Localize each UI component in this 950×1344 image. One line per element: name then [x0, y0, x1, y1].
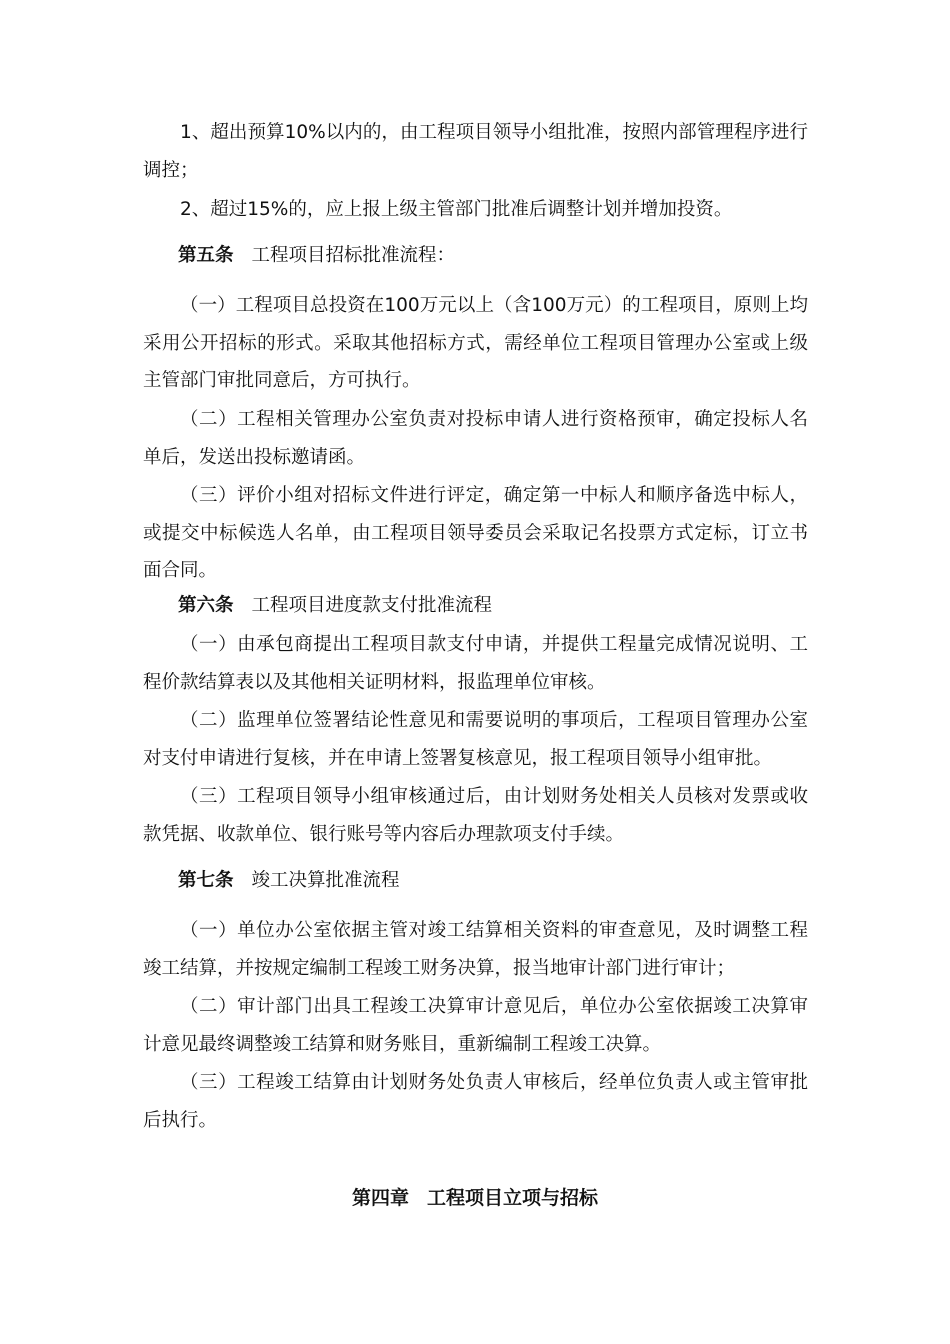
chapter-title: 工程项目立项与招标: [427, 1187, 599, 1209]
article-5-heading: [178, 241, 455, 271]
paragraph-budget-15: 2、超过15%的，应上报上级主管部门批准后调整计划并增加投资。: [180, 199, 733, 220]
article-7-label: 第七条: [178, 870, 234, 891]
article-6-title: 工程项目进度款支付批准流程: [251, 595, 493, 616]
paragraph-payment-2: （二）监理单位签署结论性意见和需要说明的事项后，工程项目管理办公室对支付申请进行复核，并在申请上签署复核意见，报工程项目领导小组审批。: [143, 710, 808, 769]
article-5-label: 第五条: [178, 245, 234, 266]
article-5-title: 工程项目招标批准流程：: [251, 245, 456, 266]
paragraph-tender-2: （二）工程相关管理办公室负责对投标申请人进行资格预审，确定投标人名单后，发送出投标邀请函。: [143, 409, 808, 468]
article-7-title: 竣工决算批准流程: [251, 870, 400, 891]
article-6-heading: [178, 591, 492, 621]
paragraph-tender-1: （一）工程项目总投资在100万元以上（含100万元）的工程项目，原则上均采用公开招标的形式。采取其他招标方式，需经单位工程项目管理办公室或上级主管部门审批同意后，方可执行。: [143, 295, 808, 391]
paragraph-budget-10: 1、超出预算10%以内的，由工程项目领导小组批准，按照内部管理程序进行调控；: [143, 122, 808, 181]
chapter-heading: [0, 1183, 950, 1213]
paragraph-settlement-1: （一）单位办公室依据主管对竣工结算相关资料的审查意见，及时调整工程竣工结算，并按规定编制工程竣工财务决算，报当地审计部门进行审计；: [143, 920, 808, 979]
article-6-label: 第六条: [178, 595, 234, 616]
paragraph-tender-3: （三）评价小组对招标文件进行评定，确定第一中标人和顺序备选中标人，或提交中标候选人名单，由工程项目领导委员会采取记名投票方式定标，订立书面合同。: [143, 485, 808, 581]
paragraph-settlement-3: （三）工程竣工结算由计划财务处负责人审核后，经单位负责人或主管审批后执行。: [143, 1072, 808, 1131]
paragraph-payment-1: （一）由承包商提出工程项目款支付申请，并提供工程量完成情况说明、工程价款结算表以及其他相关证明材料，报监理单位审核。: [143, 634, 808, 693]
chapter-label: 第四章: [351, 1187, 409, 1209]
paragraph-settlement-2: （二）审计部门出具工程竣工决算审计意见后，单位办公室依据竣工决算审计意见最终调整竣工结算和财务账目，重新编制工程竣工决算。: [143, 996, 808, 1055]
paragraph-payment-3: （三）工程项目领导小组审核通过后，由计划财务处相关人员核对发票或收款凭据、收款单位、银行账号等内容后办理款项支付手续。: [143, 786, 808, 845]
article-7-heading: [178, 866, 400, 896]
